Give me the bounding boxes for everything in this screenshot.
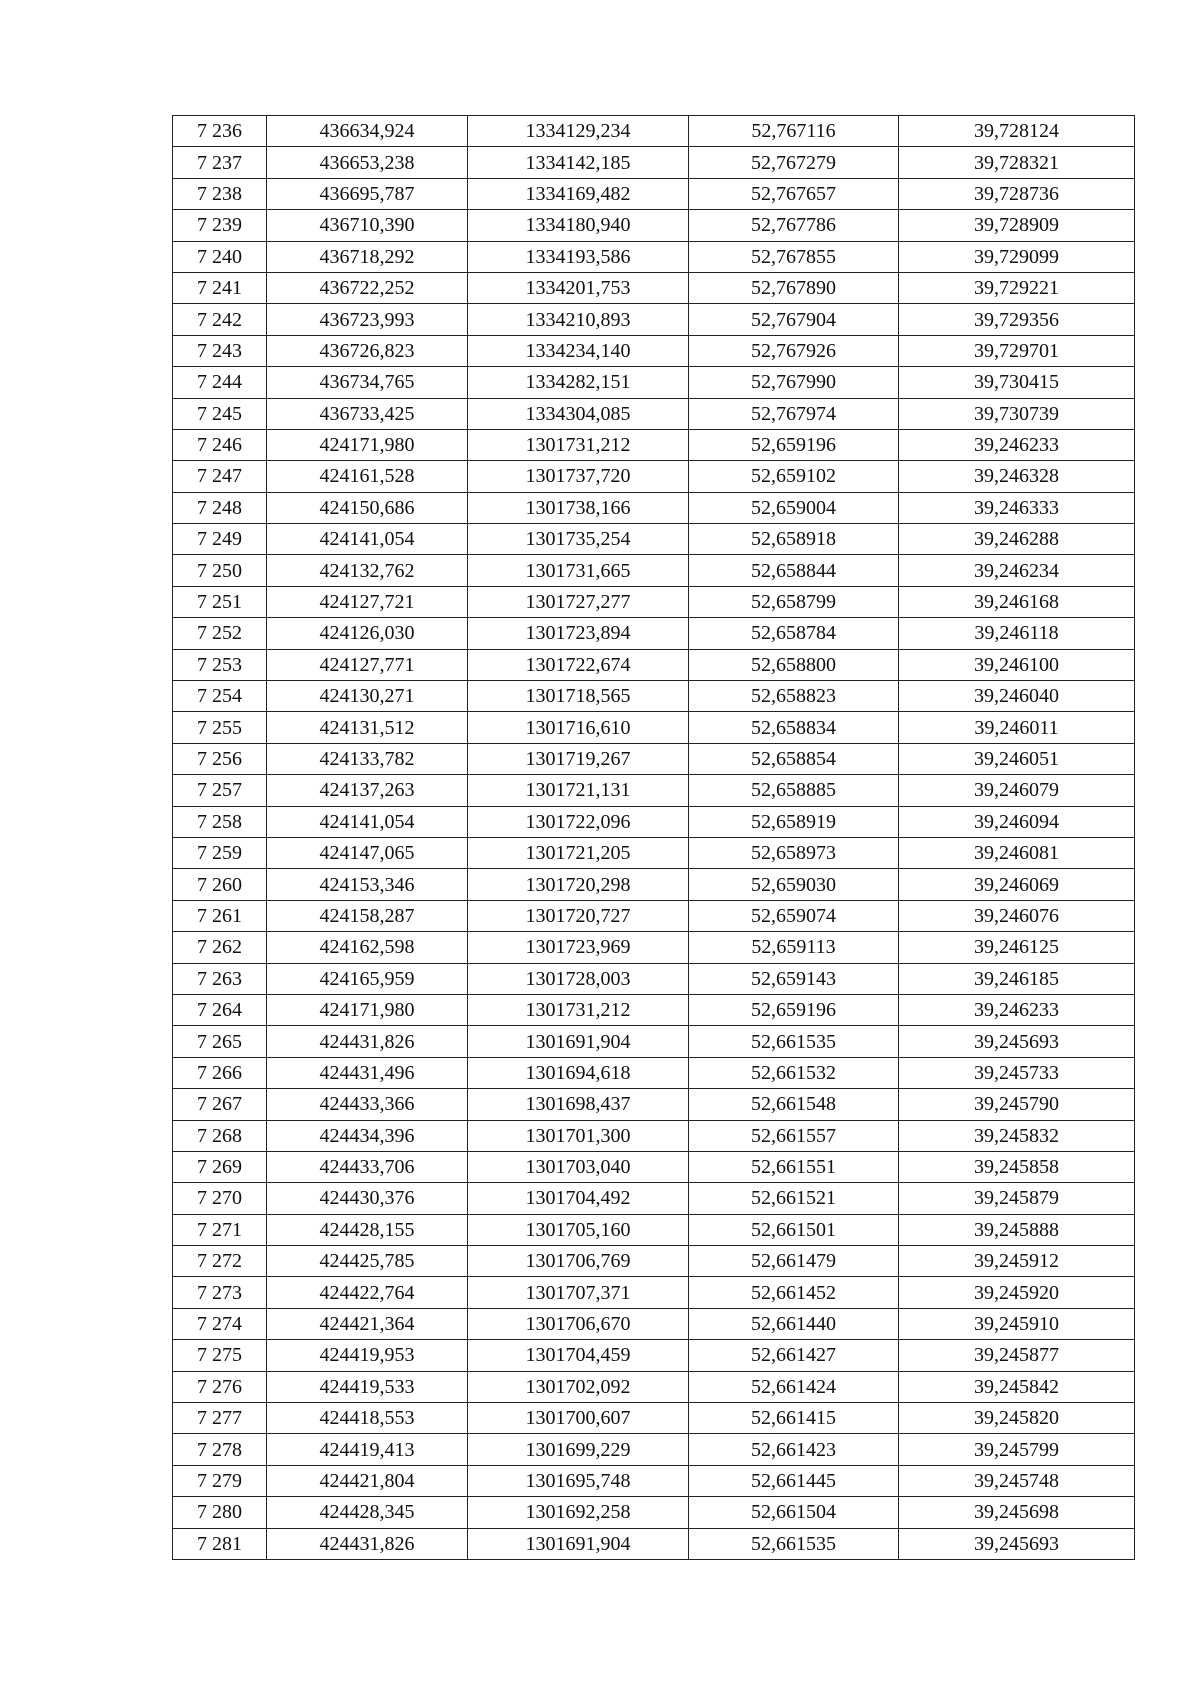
longitude-cell: 39,728124 xyxy=(899,116,1135,147)
table-row xyxy=(173,618,1135,649)
x-coordinate-cell: 424421,804 xyxy=(267,1465,468,1496)
latitude-cell: 52,659074 xyxy=(689,900,899,931)
point-number-cell: 7 251 xyxy=(173,586,267,617)
longitude-cell: 39,245858 xyxy=(899,1151,1135,1182)
point-number-cell: 7 252 xyxy=(173,618,267,649)
longitude-cell: 39,246081 xyxy=(899,837,1135,868)
latitude-cell: 52,659102 xyxy=(689,461,899,492)
point-number-cell: 7 241 xyxy=(173,272,267,303)
point-number-cell: 7 261 xyxy=(173,900,267,931)
x-coordinate-cell: 424133,782 xyxy=(267,743,468,774)
x-coordinate-cell: 424165,959 xyxy=(267,963,468,994)
point-number-cell: 7 242 xyxy=(173,304,267,335)
longitude-cell: 39,246328 xyxy=(899,461,1135,492)
latitude-cell: 52,658823 xyxy=(689,681,899,712)
y-coordinate-cell: 1301731,212 xyxy=(468,994,689,1025)
latitude-cell: 52,767279 xyxy=(689,147,899,178)
point-number-cell: 7 253 xyxy=(173,649,267,680)
point-number-cell: 7 279 xyxy=(173,1465,267,1496)
y-coordinate-cell: 1301723,969 xyxy=(468,932,689,963)
table-row xyxy=(173,1465,1135,1496)
x-coordinate-cell: 436695,787 xyxy=(267,178,468,209)
longitude-cell: 39,246118 xyxy=(899,618,1135,649)
y-coordinate-cell: 1301691,904 xyxy=(468,1026,689,1057)
y-coordinate-cell: 1301701,300 xyxy=(468,1120,689,1151)
x-coordinate-cell: 424428,155 xyxy=(267,1214,468,1245)
y-coordinate-cell: 1301721,205 xyxy=(468,837,689,868)
point-number-cell: 7 276 xyxy=(173,1371,267,1402)
latitude-cell: 52,659030 xyxy=(689,869,899,900)
x-coordinate-cell: 424431,826 xyxy=(267,1528,468,1559)
table-row xyxy=(173,775,1135,806)
x-coordinate-cell: 436722,252 xyxy=(267,272,468,303)
table-row xyxy=(173,398,1135,429)
x-coordinate-cell: 424130,271 xyxy=(267,681,468,712)
longitude-cell: 39,729099 xyxy=(899,241,1135,272)
y-coordinate-cell: 1301702,092 xyxy=(468,1371,689,1402)
x-coordinate-cell: 424419,533 xyxy=(267,1371,468,1402)
latitude-cell: 52,661424 xyxy=(689,1371,899,1402)
latitude-cell: 52,659196 xyxy=(689,429,899,460)
point-number-cell: 7 236 xyxy=(173,116,267,147)
y-coordinate-cell: 1334169,482 xyxy=(468,178,689,209)
table-row xyxy=(173,461,1135,492)
table-row xyxy=(173,429,1135,460)
table-row xyxy=(173,1026,1135,1057)
x-coordinate-cell: 424127,771 xyxy=(267,649,468,680)
point-number-cell: 7 275 xyxy=(173,1340,267,1371)
table-row xyxy=(173,304,1135,335)
longitude-cell: 39,245842 xyxy=(899,1371,1135,1402)
x-coordinate-cell: 424131,512 xyxy=(267,712,468,743)
latitude-cell: 52,658844 xyxy=(689,555,899,586)
x-coordinate-cell: 424428,345 xyxy=(267,1497,468,1528)
y-coordinate-cell: 1334304,085 xyxy=(468,398,689,429)
x-coordinate-cell: 424150,686 xyxy=(267,492,468,523)
longitude-cell: 39,245693 xyxy=(899,1026,1135,1057)
y-coordinate-cell: 1334193,586 xyxy=(468,241,689,272)
point-number-cell: 7 260 xyxy=(173,869,267,900)
longitude-cell: 39,246168 xyxy=(899,586,1135,617)
y-coordinate-cell: 1301694,618 xyxy=(468,1057,689,1088)
longitude-cell: 39,245832 xyxy=(899,1120,1135,1151)
table-row xyxy=(173,743,1135,774)
table-row xyxy=(173,586,1135,617)
x-coordinate-cell: 424161,528 xyxy=(267,461,468,492)
x-coordinate-cell: 424127,721 xyxy=(267,586,468,617)
y-coordinate-cell: 1301731,665 xyxy=(468,555,689,586)
y-coordinate-cell: 1301705,160 xyxy=(468,1214,689,1245)
point-number-cell: 7 250 xyxy=(173,555,267,586)
table-row xyxy=(173,272,1135,303)
y-coordinate-cell: 1301722,674 xyxy=(468,649,689,680)
point-number-cell: 7 271 xyxy=(173,1214,267,1245)
latitude-cell: 52,658799 xyxy=(689,586,899,617)
table-row xyxy=(173,712,1135,743)
table-row xyxy=(173,1434,1135,1465)
latitude-cell: 52,661452 xyxy=(689,1277,899,1308)
latitude-cell: 52,767855 xyxy=(689,241,899,272)
point-number-cell: 7 238 xyxy=(173,178,267,209)
y-coordinate-cell: 1301692,258 xyxy=(468,1497,689,1528)
table-row xyxy=(173,1089,1135,1120)
longitude-cell: 39,246011 xyxy=(899,712,1135,743)
x-coordinate-cell: 424433,366 xyxy=(267,1089,468,1120)
x-coordinate-cell: 436733,425 xyxy=(267,398,468,429)
longitude-cell: 39,246079 xyxy=(899,775,1135,806)
longitude-cell: 39,246100 xyxy=(899,649,1135,680)
longitude-cell: 39,729701 xyxy=(899,335,1135,366)
point-number-cell: 7 272 xyxy=(173,1246,267,1277)
longitude-cell: 39,245879 xyxy=(899,1183,1135,1214)
latitude-cell: 52,661445 xyxy=(689,1465,899,1496)
point-number-cell: 7 269 xyxy=(173,1151,267,1182)
table-row xyxy=(173,1277,1135,1308)
table-row xyxy=(173,367,1135,398)
x-coordinate-cell: 424141,054 xyxy=(267,524,468,555)
longitude-cell: 39,246233 xyxy=(899,994,1135,1025)
latitude-cell: 52,658854 xyxy=(689,743,899,774)
table-row xyxy=(173,869,1135,900)
table-row xyxy=(173,335,1135,366)
y-coordinate-cell: 1301691,904 xyxy=(468,1528,689,1559)
latitude-cell: 52,658919 xyxy=(689,806,899,837)
longitude-cell: 39,246051 xyxy=(899,743,1135,774)
x-coordinate-cell: 436726,823 xyxy=(267,335,468,366)
x-coordinate-cell: 424171,980 xyxy=(267,429,468,460)
table-row xyxy=(173,806,1135,837)
longitude-cell: 39,245820 xyxy=(899,1403,1135,1434)
longitude-cell: 39,246040 xyxy=(899,681,1135,712)
longitude-cell: 39,245888 xyxy=(899,1214,1135,1245)
x-coordinate-cell: 424126,030 xyxy=(267,618,468,649)
longitude-cell: 39,245912 xyxy=(899,1246,1135,1277)
y-coordinate-cell: 1301700,607 xyxy=(468,1403,689,1434)
latitude-cell: 52,661532 xyxy=(689,1057,899,1088)
y-coordinate-cell: 1334210,893 xyxy=(468,304,689,335)
point-number-cell: 7 244 xyxy=(173,367,267,398)
y-coordinate-cell: 1301737,720 xyxy=(468,461,689,492)
point-number-cell: 7 247 xyxy=(173,461,267,492)
table-row xyxy=(173,1214,1135,1245)
y-coordinate-cell: 1301716,610 xyxy=(468,712,689,743)
point-number-cell: 7 277 xyxy=(173,1403,267,1434)
latitude-cell: 52,659143 xyxy=(689,963,899,994)
point-number-cell: 7 249 xyxy=(173,524,267,555)
x-coordinate-cell: 424431,826 xyxy=(267,1026,468,1057)
y-coordinate-cell: 1301706,670 xyxy=(468,1308,689,1339)
longitude-cell: 39,245799 xyxy=(899,1434,1135,1465)
longitude-cell: 39,246233 xyxy=(899,429,1135,460)
table-row xyxy=(173,994,1135,1025)
point-number-cell: 7 280 xyxy=(173,1497,267,1528)
table-row xyxy=(173,1120,1135,1151)
x-coordinate-cell: 424430,376 xyxy=(267,1183,468,1214)
x-coordinate-cell: 424421,364 xyxy=(267,1308,468,1339)
latitude-cell: 52,767657 xyxy=(689,178,899,209)
coordinates-table xyxy=(172,115,1135,1560)
point-number-cell: 7 254 xyxy=(173,681,267,712)
point-number-cell: 7 245 xyxy=(173,398,267,429)
longitude-cell: 39,245910 xyxy=(899,1308,1135,1339)
longitude-cell: 39,245920 xyxy=(899,1277,1135,1308)
point-number-cell: 7 256 xyxy=(173,743,267,774)
table-row xyxy=(173,147,1135,178)
y-coordinate-cell: 1301723,894 xyxy=(468,618,689,649)
x-coordinate-cell: 424425,785 xyxy=(267,1246,468,1277)
point-number-cell: 7 262 xyxy=(173,932,267,963)
table-row xyxy=(173,681,1135,712)
longitude-cell: 39,729356 xyxy=(899,304,1135,335)
longitude-cell: 39,729221 xyxy=(899,272,1135,303)
point-number-cell: 7 278 xyxy=(173,1434,267,1465)
latitude-cell: 52,661427 xyxy=(689,1340,899,1371)
longitude-cell: 39,245733 xyxy=(899,1057,1135,1088)
x-coordinate-cell: 424162,598 xyxy=(267,932,468,963)
x-coordinate-cell: 436734,765 xyxy=(267,367,468,398)
y-coordinate-cell: 1301704,492 xyxy=(468,1183,689,1214)
point-number-cell: 7 237 xyxy=(173,147,267,178)
x-coordinate-cell: 424419,413 xyxy=(267,1434,468,1465)
latitude-cell: 52,661557 xyxy=(689,1120,899,1151)
table-row xyxy=(173,1246,1135,1277)
latitude-cell: 52,661535 xyxy=(689,1026,899,1057)
point-number-cell: 7 246 xyxy=(173,429,267,460)
x-coordinate-cell: 424158,287 xyxy=(267,900,468,931)
table-row xyxy=(173,1183,1135,1214)
latitude-cell: 52,661415 xyxy=(689,1403,899,1434)
table-row xyxy=(173,1497,1135,1528)
latitude-cell: 52,661440 xyxy=(689,1308,899,1339)
longitude-cell: 39,728321 xyxy=(899,147,1135,178)
point-number-cell: 7 264 xyxy=(173,994,267,1025)
x-coordinate-cell: 424422,764 xyxy=(267,1277,468,1308)
point-number-cell: 7 270 xyxy=(173,1183,267,1214)
table-row xyxy=(173,963,1135,994)
y-coordinate-cell: 1301727,277 xyxy=(468,586,689,617)
y-coordinate-cell: 1334234,140 xyxy=(468,335,689,366)
latitude-cell: 52,658834 xyxy=(689,712,899,743)
table-row xyxy=(173,1151,1135,1182)
y-coordinate-cell: 1301728,003 xyxy=(468,963,689,994)
point-number-cell: 7 266 xyxy=(173,1057,267,1088)
latitude-cell: 52,658918 xyxy=(689,524,899,555)
y-coordinate-cell: 1334129,234 xyxy=(468,116,689,147)
point-number-cell: 7 255 xyxy=(173,712,267,743)
latitude-cell: 52,767786 xyxy=(689,210,899,241)
coordinates-table-body xyxy=(173,116,1135,1560)
latitude-cell: 52,658784 xyxy=(689,618,899,649)
table-row xyxy=(173,178,1135,209)
x-coordinate-cell: 436723,993 xyxy=(267,304,468,335)
longitude-cell: 39,245877 xyxy=(899,1340,1135,1371)
x-coordinate-cell: 424137,263 xyxy=(267,775,468,806)
longitude-cell: 39,246288 xyxy=(899,524,1135,555)
y-coordinate-cell: 1301718,565 xyxy=(468,681,689,712)
table-row xyxy=(173,932,1135,963)
longitude-cell: 39,728909 xyxy=(899,210,1135,241)
point-number-cell: 7 258 xyxy=(173,806,267,837)
latitude-cell: 52,661423 xyxy=(689,1434,899,1465)
latitude-cell: 52,661501 xyxy=(689,1214,899,1245)
y-coordinate-cell: 1301720,727 xyxy=(468,900,689,931)
latitude-cell: 52,658973 xyxy=(689,837,899,868)
y-coordinate-cell: 1301738,166 xyxy=(468,492,689,523)
point-number-cell: 7 259 xyxy=(173,837,267,868)
point-number-cell: 7 257 xyxy=(173,775,267,806)
latitude-cell: 52,661535 xyxy=(689,1528,899,1559)
y-coordinate-cell: 1301721,131 xyxy=(468,775,689,806)
longitude-cell: 39,245748 xyxy=(899,1465,1135,1496)
table-row xyxy=(173,1057,1135,1088)
latitude-cell: 52,661548 xyxy=(689,1089,899,1120)
x-coordinate-cell: 424132,762 xyxy=(267,555,468,586)
y-coordinate-cell: 1301704,459 xyxy=(468,1340,689,1371)
table-row xyxy=(173,837,1135,868)
longitude-cell: 39,246069 xyxy=(899,869,1135,900)
point-number-cell: 7 239 xyxy=(173,210,267,241)
latitude-cell: 52,661504 xyxy=(689,1497,899,1528)
table-row xyxy=(173,492,1135,523)
x-coordinate-cell: 424171,980 xyxy=(267,994,468,1025)
y-coordinate-cell: 1301706,769 xyxy=(468,1246,689,1277)
y-coordinate-cell: 1301720,298 xyxy=(468,869,689,900)
table-row xyxy=(173,210,1135,241)
y-coordinate-cell: 1334201,753 xyxy=(468,272,689,303)
table-row xyxy=(173,1403,1135,1434)
longitude-cell: 39,730739 xyxy=(899,398,1135,429)
longitude-cell: 39,728736 xyxy=(899,178,1135,209)
table-row xyxy=(173,900,1135,931)
y-coordinate-cell: 1301698,437 xyxy=(468,1089,689,1120)
table-row xyxy=(173,1308,1135,1339)
point-number-cell: 7 263 xyxy=(173,963,267,994)
y-coordinate-cell: 1301722,096 xyxy=(468,806,689,837)
y-coordinate-cell: 1334142,185 xyxy=(468,147,689,178)
latitude-cell: 52,661479 xyxy=(689,1246,899,1277)
y-coordinate-cell: 1301719,267 xyxy=(468,743,689,774)
point-number-cell: 7 240 xyxy=(173,241,267,272)
table-row xyxy=(173,1340,1135,1371)
point-number-cell: 7 248 xyxy=(173,492,267,523)
x-coordinate-cell: 436634,924 xyxy=(267,116,468,147)
point-number-cell: 7 281 xyxy=(173,1528,267,1559)
table-row xyxy=(173,1371,1135,1402)
table-row xyxy=(173,524,1135,555)
longitude-cell: 39,245693 xyxy=(899,1528,1135,1559)
x-coordinate-cell: 424418,553 xyxy=(267,1403,468,1434)
latitude-cell: 52,767116 xyxy=(689,116,899,147)
x-coordinate-cell: 424141,054 xyxy=(267,806,468,837)
table-row xyxy=(173,116,1135,147)
latitude-cell: 52,767990 xyxy=(689,367,899,398)
latitude-cell: 52,767974 xyxy=(689,398,899,429)
longitude-cell: 39,246076 xyxy=(899,900,1135,931)
longitude-cell: 39,730415 xyxy=(899,367,1135,398)
latitude-cell: 52,661551 xyxy=(689,1151,899,1182)
y-coordinate-cell: 1301731,212 xyxy=(468,429,689,460)
x-coordinate-cell: 424431,496 xyxy=(267,1057,468,1088)
latitude-cell: 52,767926 xyxy=(689,335,899,366)
point-number-cell: 7 268 xyxy=(173,1120,267,1151)
longitude-cell: 39,246125 xyxy=(899,932,1135,963)
table-row xyxy=(173,649,1135,680)
x-coordinate-cell: 424433,706 xyxy=(267,1151,468,1182)
longitude-cell: 39,246333 xyxy=(899,492,1135,523)
latitude-cell: 52,659196 xyxy=(689,994,899,1025)
y-coordinate-cell: 1301695,748 xyxy=(468,1465,689,1496)
x-coordinate-cell: 436710,390 xyxy=(267,210,468,241)
latitude-cell: 52,658800 xyxy=(689,649,899,680)
x-coordinate-cell: 424153,346 xyxy=(267,869,468,900)
x-coordinate-cell: 424434,396 xyxy=(267,1120,468,1151)
point-number-cell: 7 267 xyxy=(173,1089,267,1120)
longitude-cell: 39,246185 xyxy=(899,963,1135,994)
x-coordinate-cell: 436718,292 xyxy=(267,241,468,272)
longitude-cell: 39,246094 xyxy=(899,806,1135,837)
longitude-cell: 39,246234 xyxy=(899,555,1135,586)
table-row xyxy=(173,241,1135,272)
latitude-cell: 52,658885 xyxy=(689,775,899,806)
table-row xyxy=(173,555,1135,586)
latitude-cell: 52,767890 xyxy=(689,272,899,303)
latitude-cell: 52,659004 xyxy=(689,492,899,523)
longitude-cell: 39,245790 xyxy=(899,1089,1135,1120)
point-number-cell: 7 273 xyxy=(173,1277,267,1308)
y-coordinate-cell: 1301703,040 xyxy=(468,1151,689,1182)
point-number-cell: 7 265 xyxy=(173,1026,267,1057)
y-coordinate-cell: 1301707,371 xyxy=(468,1277,689,1308)
table-row xyxy=(173,1528,1135,1559)
y-coordinate-cell: 1334180,940 xyxy=(468,210,689,241)
x-coordinate-cell: 424147,065 xyxy=(267,837,468,868)
point-number-cell: 7 274 xyxy=(173,1308,267,1339)
latitude-cell: 52,661521 xyxy=(689,1183,899,1214)
point-number-cell: 7 243 xyxy=(173,335,267,366)
x-coordinate-cell: 424419,953 xyxy=(267,1340,468,1371)
y-coordinate-cell: 1334282,151 xyxy=(468,367,689,398)
latitude-cell: 52,659113 xyxy=(689,932,899,963)
x-coordinate-cell: 436653,238 xyxy=(267,147,468,178)
longitude-cell: 39,245698 xyxy=(899,1497,1135,1528)
y-coordinate-cell: 1301699,229 xyxy=(468,1434,689,1465)
y-coordinate-cell: 1301735,254 xyxy=(468,524,689,555)
latitude-cell: 52,767904 xyxy=(689,304,899,335)
